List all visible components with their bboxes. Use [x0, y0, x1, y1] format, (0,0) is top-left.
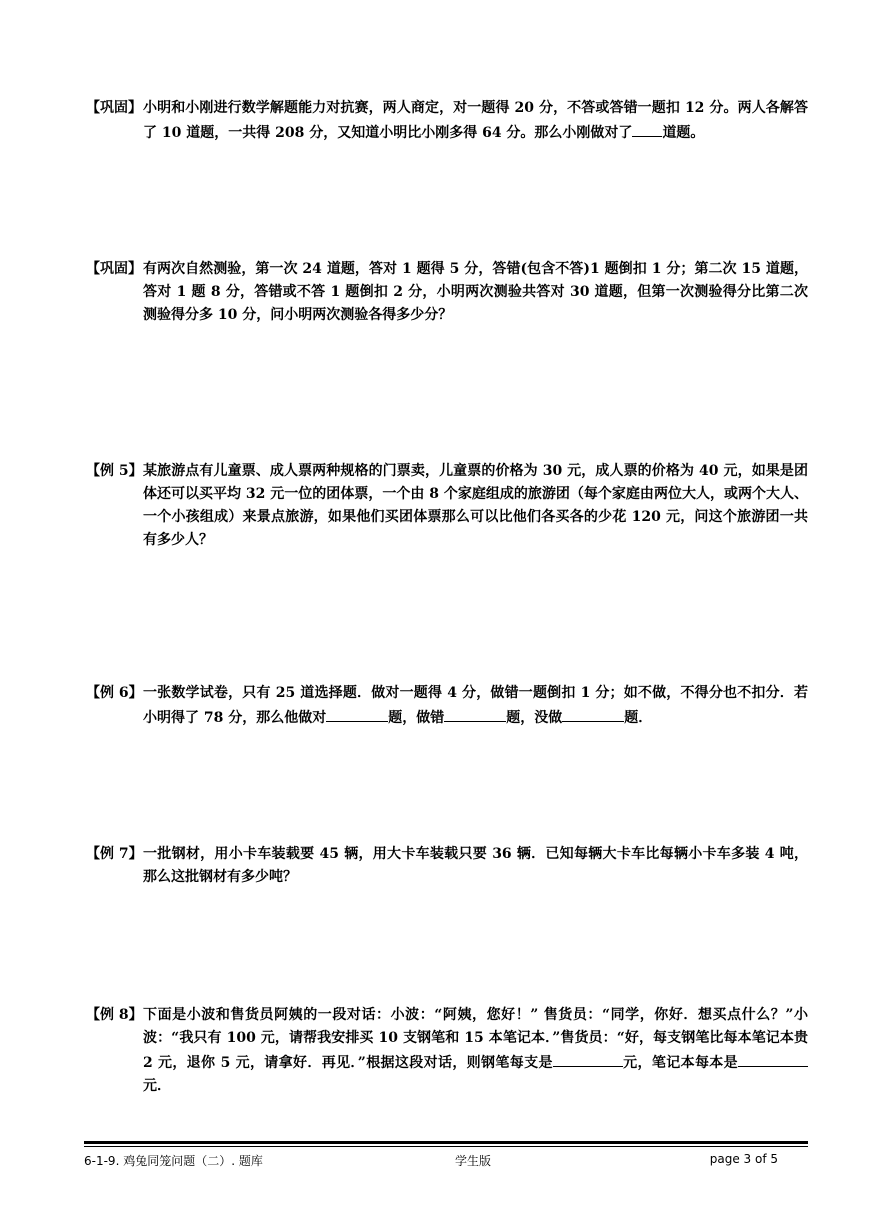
problem-text: 小明和小刚进行数学解题能力对抗赛，两人商定，对一题得 20 分，不答或答错一题扣 12 分。两人各解答了 10 道题，一共得 208 分，又知道小明比小刚多得 64 分。那么小刚做对了 道题。	[143, 100, 808, 141]
problem-example-5	[86, 460, 808, 552]
problem-text: 下面是小波和售货员阿姨的一段对话：小波：“阿姨，您好！” 售货员：“同学，你好．想买点什么？”小波：“我只有 100 元，请帮我安排买 10 支钢笔和 15 本笔记本．”售货员：“好，每支钢笔比每本笔记本贵 2 元，退你 5 元，请拿好．再见．”根据这段对话，则钢笔每支是 元，笔记本每本是元．	[143, 1007, 808, 1094]
answer-blank-skipped[interactable]	[562, 705, 624, 722]
footer-edition: 学生版	[455, 1154, 492, 1168]
problem-text: 一张数学试卷，只有 25 道选择题．做对一题得 4 分，做错一题倒扣 1 分；如不做，不得分也不扣分．若小明得了 78 分，那么他做对 题，做错 题，没做 题．	[143, 685, 808, 726]
problem-example-7	[86, 843, 808, 889]
problem-text: 有两次自然测验，第一次 24 道题，答对 1 题得 5 分，答错(包含不答)1 题倒扣 1 分；第二次 15 道题，答对 1 题 8 分，答错或不答 1 题倒扣 2 分，小明两次测验共答对 30 道题，但第一次测验得分比第二次测验得分多 10 分，问小明两次测验各得多少分？	[143, 261, 808, 323]
problem-tag: 【例 7】	[86, 846, 143, 862]
footer-rule-thick	[84, 1141, 808, 1144]
problem-tag: 【例 8】	[86, 1007, 143, 1023]
footer-rule-thin	[84, 1146, 808, 1147]
problem-text: 一批钢材，用小卡车装载要 45 辆，用大卡车装载只要 36 辆．已知每辆大卡车比每辆小卡车多装 4 吨，那么这批钢材有多少吨？	[143, 846, 808, 885]
problem-text: 某旅游点有儿童票、成人票两种规格的门票卖，儿童票的价格为 30 元，成人票的价格为 40 元，如果是团体还可以买平均 32 元一位的团体票，一个由 8 个家庭组成的旅游团（每个家庭由两位大人，或两个大人、一个小孩组成）来景点旅游，如果他们买团体票那么可以比他们各买各的少花 120 元，问这个旅游团一共有多少人？	[143, 463, 808, 548]
problem-tag: 【巩固】	[86, 100, 142, 116]
page-footer	[84, 1152, 808, 1168]
problem-example-6	[86, 682, 808, 730]
problem-tag: 【例 6】	[86, 685, 143, 701]
answer-blank-correct[interactable]	[326, 705, 388, 722]
answer-blank-notebook-price[interactable]	[738, 1050, 808, 1067]
problem-consolidate-1	[86, 97, 808, 145]
problem-tag: 【巩固】	[86, 261, 142, 277]
footer-doc-title: 6-1-9. 鸡兔同笼问题（二）. 题库	[84, 1154, 263, 1168]
answer-blank-pen-price[interactable]	[553, 1050, 623, 1067]
answer-blank-wrong[interactable]	[444, 705, 506, 722]
problem-example-8	[86, 1004, 808, 1098]
answer-blank[interactable]	[632, 120, 662, 137]
footer-page-number: page 3 of 5	[709, 1152, 778, 1166]
problem-consolidate-2	[86, 258, 808, 327]
problem-tag: 【例 5】	[86, 463, 143, 479]
